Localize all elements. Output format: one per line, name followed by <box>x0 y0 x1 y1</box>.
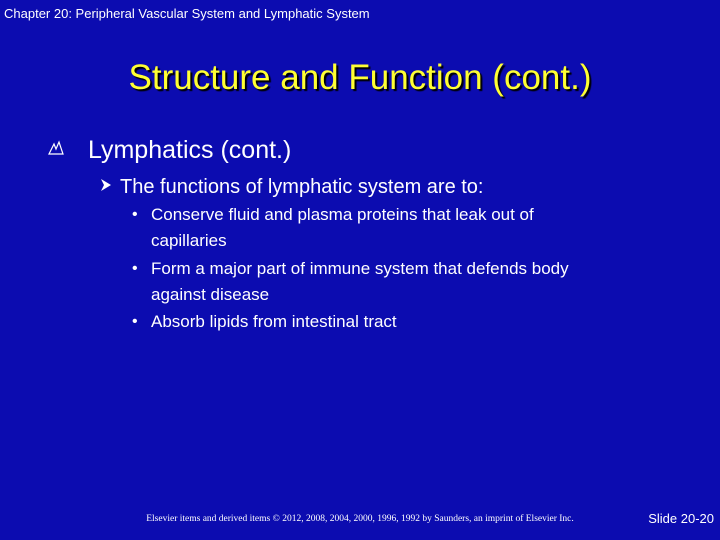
arrowhead-bullet-icon-svg <box>100 178 112 192</box>
bullet-level3-line2: against disease <box>151 285 270 304</box>
bullet-level3-line1: Absorb lipids from intestinal tract <box>151 312 397 331</box>
copyright-footer: Elsevier items and derived items © 2012, 2008, 2004, 2000, 1996, 1992 by Saunders, an imprint of Elsevier Inc. <box>146 514 574 524</box>
dot-bullet-icon: • <box>132 260 138 277</box>
slide-number: Slide 20-20 <box>648 511 714 526</box>
bullet-level1-text: Lymphatics (cont.) <box>88 136 292 164</box>
bullet-level3-item <box>132 202 672 254</box>
bullet-level3-item <box>132 309 672 335</box>
bullet-level3-line1: Conserve fluid and plasma proteins that leak out of <box>151 205 534 224</box>
bullet-level1 <box>48 134 291 166</box>
chapter-header: Chapter 20: Peripheral Vascular System and Lymphatic System <box>4 6 370 21</box>
wingdings-bullet-icon-svg <box>48 140 64 156</box>
slide-title: Structure and Function (cont.) <box>128 58 592 97</box>
bullet-level3-line2: capillaries <box>151 231 227 250</box>
dot-bullet-icon: • <box>132 313 138 330</box>
wingdings-bullet-icon <box>48 140 88 161</box>
bullet-level2 <box>100 173 484 201</box>
bullet-level2-text: The functions of lymphatic system are to: <box>120 176 484 198</box>
arrowhead-bullet-icon <box>100 178 120 196</box>
bullet-level3-line1: Form a major part of immune system that defends body <box>151 259 569 278</box>
bullet-level3-item <box>132 256 672 308</box>
dot-bullet-icon: • <box>132 206 138 223</box>
